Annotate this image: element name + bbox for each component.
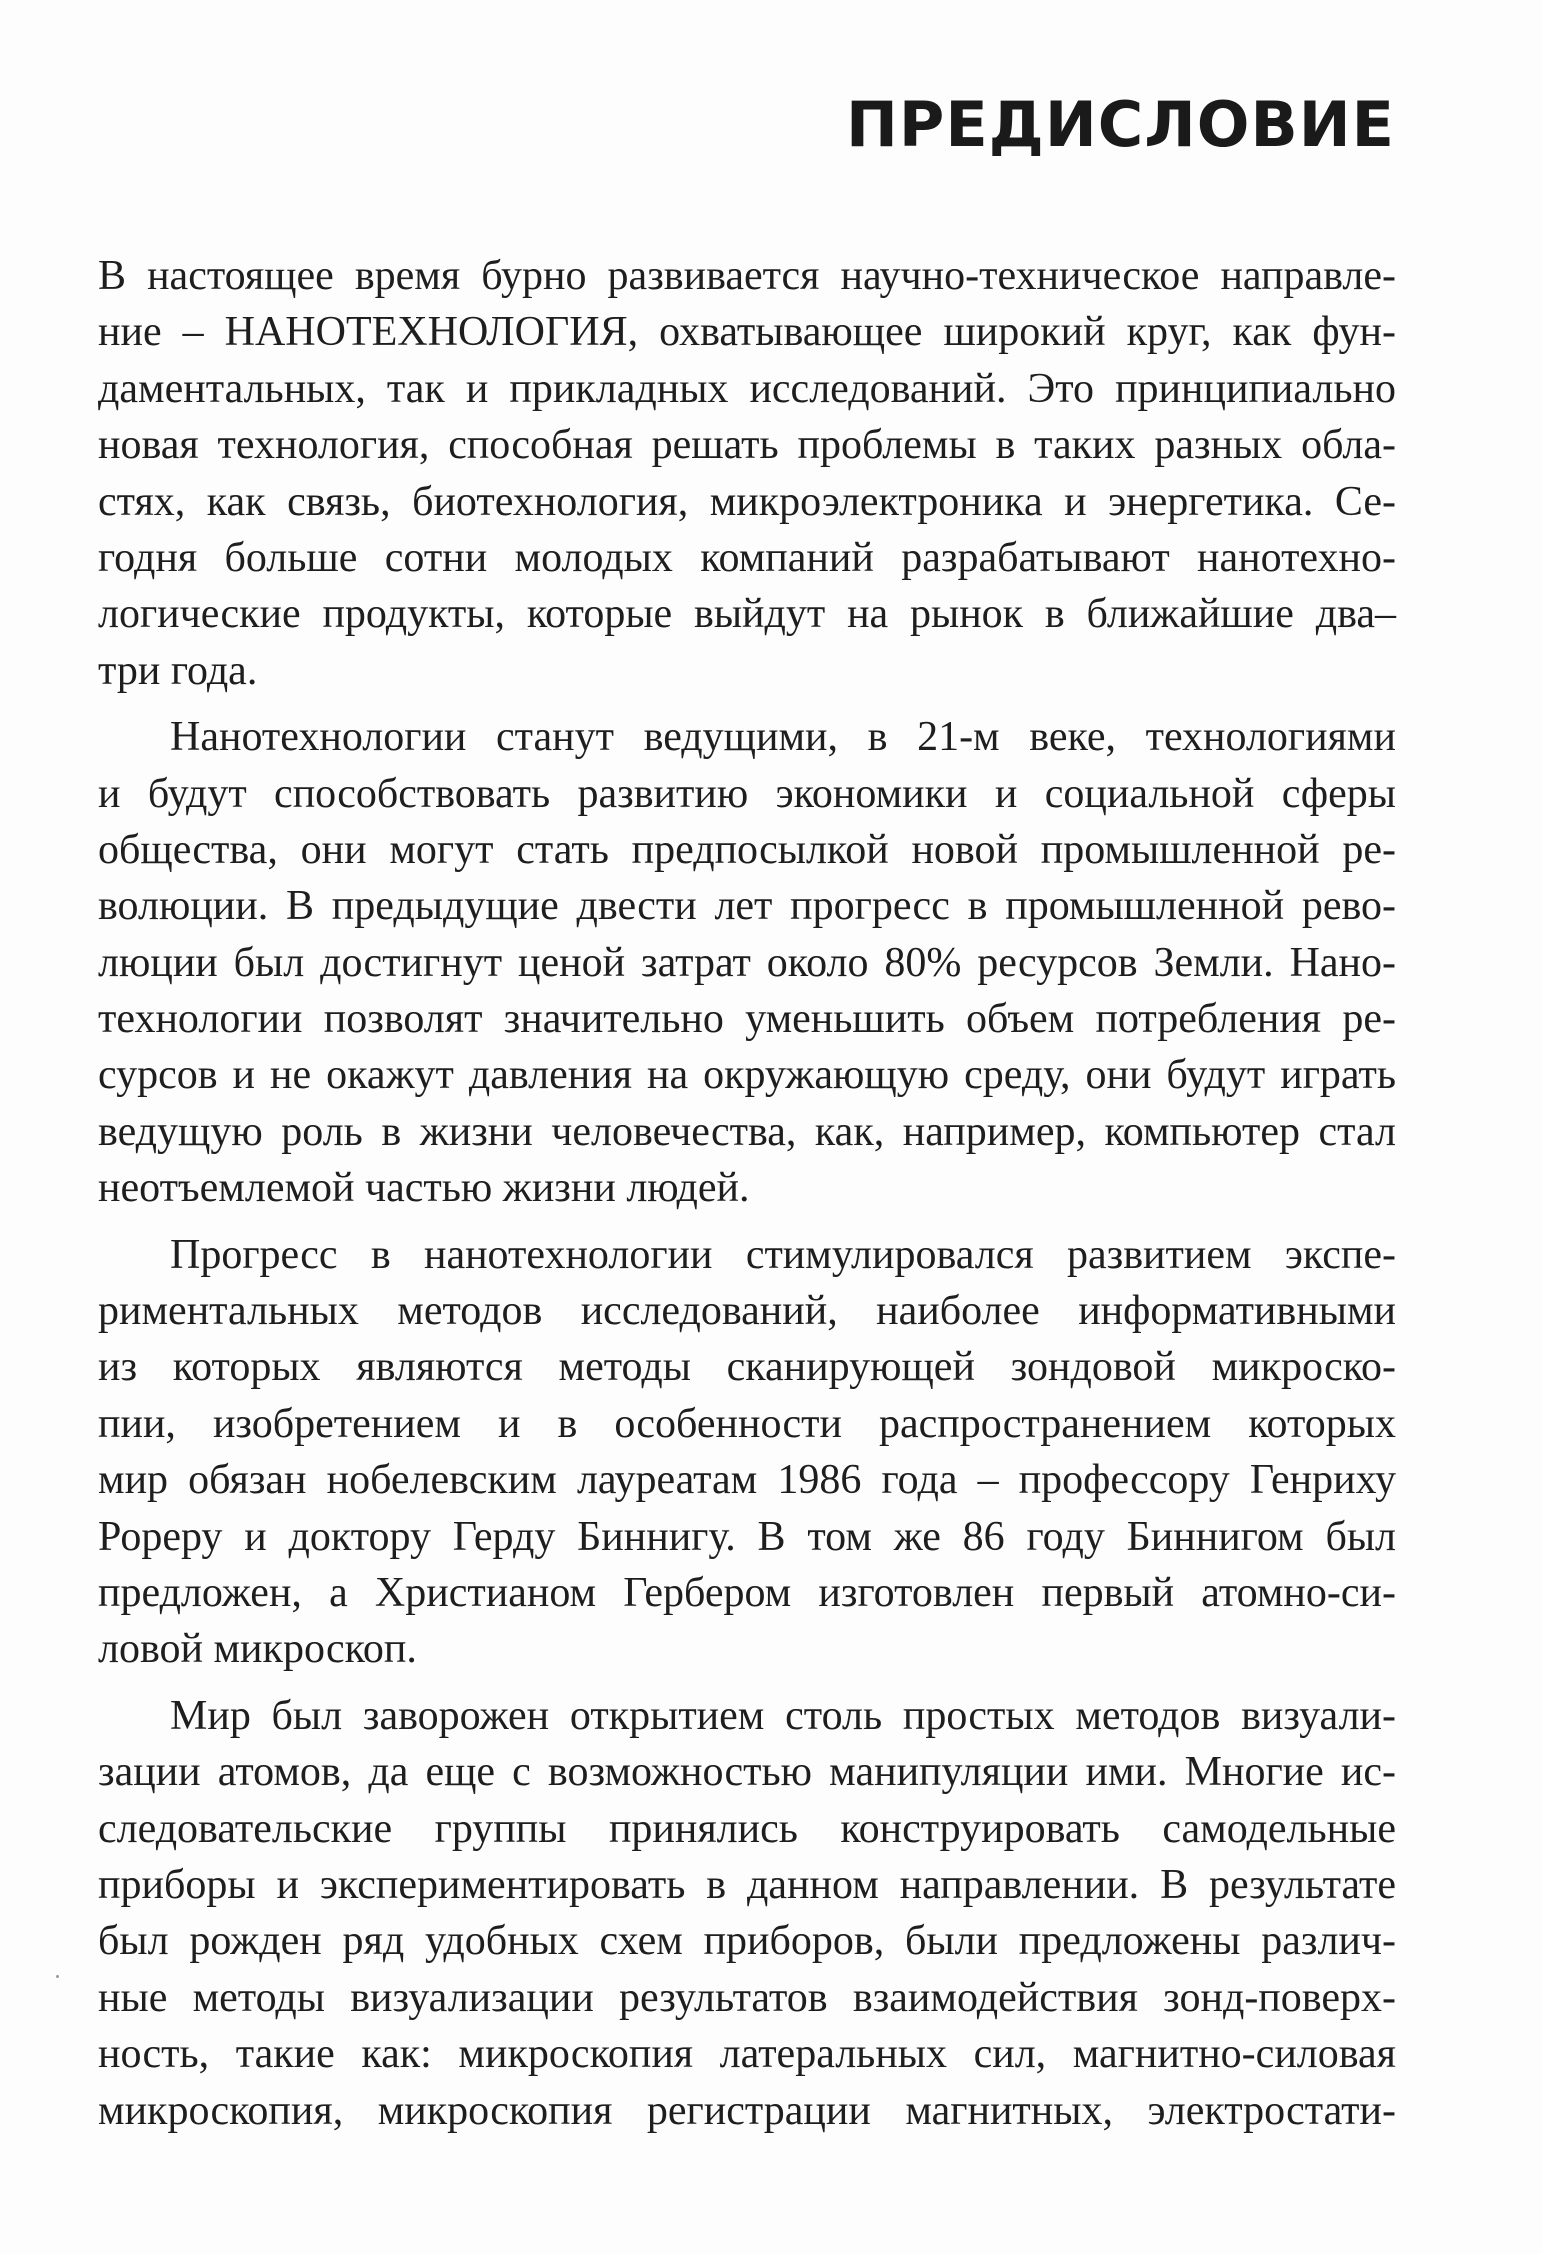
text-line: годня больше сотни молодых компаний разрабатывают нанотехно-: [98, 534, 1396, 581]
text-line: волюции. В предыдущие двести лет прогресс в промышленной рево-: [98, 883, 1396, 930]
text-line: микроскопия, микроскопия регистрации магнитных, электростати-: [98, 2087, 1396, 2134]
text-line: даментальных, так и прикладных исследований. Это принципиально: [98, 365, 1396, 412]
text-line: В настоящее время бурно развивается научно-техническое направле-: [98, 253, 1396, 299]
text-line: Прогресс в нанотехнологии стимулировался развитием экспе-: [170, 1231, 1396, 1278]
text-line: риментальных методов исследований, наиболее информативными: [98, 1288, 1396, 1335]
text-line: приборы и экспериментировать в данном направлении. В результате: [98, 1861, 1396, 1908]
text-line: ловой микроскоп.: [98, 1626, 417, 1673]
text-line: Рореру и доктору Герду Биннигу. В том же 86 году Биннигом был: [98, 1513, 1396, 1560]
paragraph: [98, 248, 1396, 699]
text-line: Мир был заворожен открытием столь простых методов визуали-: [170, 1692, 1396, 1739]
text-line: предложен, а Христианом Гербером изготовлен первый атомно-си-: [98, 1569, 1396, 1616]
text-line: три года.: [98, 647, 258, 694]
text-line: и будут способствовать развитию экономики и социальной сферы: [98, 770, 1396, 817]
text-line: из которых являются методы сканирующей зондовой микроско-: [98, 1344, 1396, 1391]
text-line: новая технология, способная решать проблемы в таких разных обла-: [98, 422, 1396, 469]
text-line: общества, они могут стать предпосылкой новой промышленной ре-: [98, 826, 1396, 873]
text-line: неотъемлемой частью жизни людей.: [98, 1165, 750, 1212]
text-line: ность, такие как: микроскопия латеральных сил, магнитно-силовая: [98, 2031, 1396, 2078]
text-line: технологии позволят значительно уменьшить объем потребления ре-: [98, 996, 1396, 1043]
text-line: люции был достигнут ценой затрат около 80% ресурсов Земли. Нано-: [98, 939, 1396, 986]
paragraph: [98, 1688, 1396, 2139]
text-line: ние – НАНОТЕХНОЛОГИЯ, охватывающее широкий круг, как фун-: [98, 309, 1396, 356]
paragraph: [98, 1227, 1396, 1678]
text-line: следовательские группы принялись конструировать самодельные: [98, 1805, 1396, 1852]
text-line: зации атомов, да еще с возможностью манипуляции ими. Многие ис-: [98, 1749, 1396, 1796]
scan-speck: [56, 1975, 59, 1978]
text-line: логические продукты, которые выйдут на рынок в ближайшие два–: [98, 591, 1396, 638]
text-line: ведущую роль в жизни человечества, как, например, компьютер стал: [98, 1108, 1396, 1155]
text-line: Нанотехнологии станут ведущими, в 21-м веке, технологиями: [170, 714, 1396, 761]
text-line: мир обязан нобелевским лауреатам 1986 года – профессору Генриху: [98, 1457, 1396, 1504]
paragraph: [98, 709, 1396, 1217]
text-line: был рожден ряд удобных схем приборов, были предложены различ-: [98, 1918, 1396, 1965]
body-text: [98, 248, 1396, 2139]
text-line: ные методы визуализации результатов взаимодействия зонд-поверх-: [98, 1974, 1396, 2021]
text-line: пии, изобретением и в особенности распространением которых: [98, 1400, 1396, 1447]
page-title: ПРЕДИСЛОВИЕ: [846, 88, 1395, 161]
text-line: сурсов и не окажут давления на окружающую среду, они будут играть: [98, 1052, 1396, 1099]
text-line: стях, как связь, биотехнология, микроэлектроника и энергетика. Се-: [98, 478, 1396, 525]
